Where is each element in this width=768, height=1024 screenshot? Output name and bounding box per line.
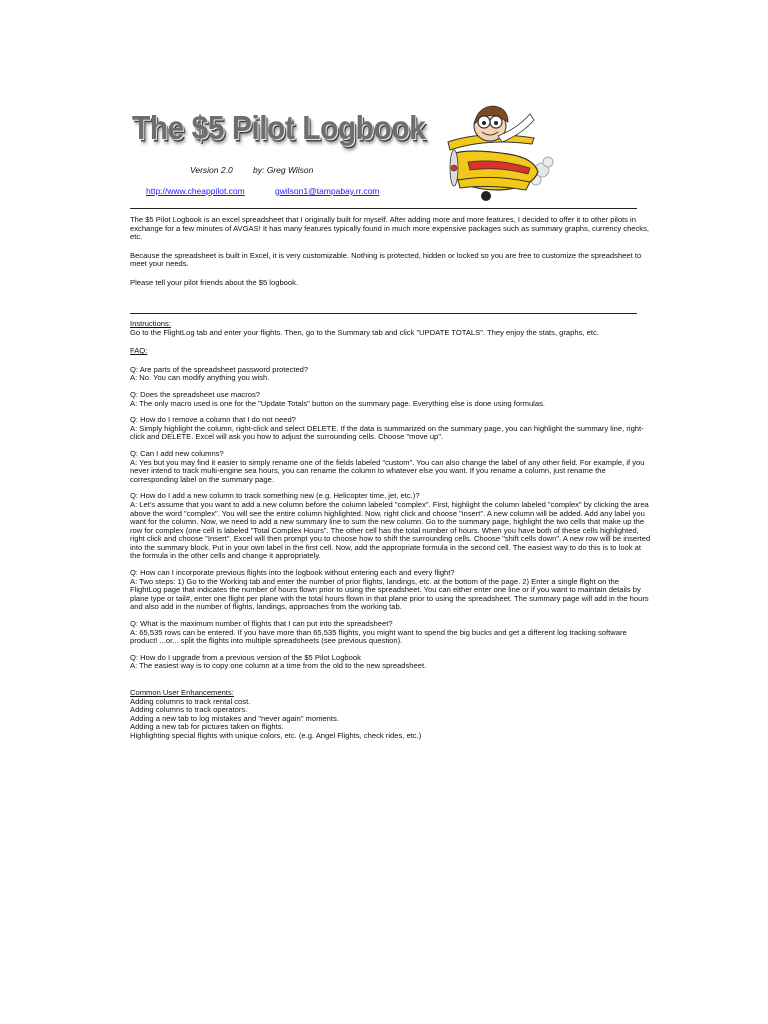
author-label: by: Greg Wilson [253,165,314,175]
faq-answer: A: No. You can modify anything you wish. [130,373,270,383]
faq-answer: A: Let's assume that you want to add a new column before the column labeled "complex". First, highlight the column labeled "complex" by clicking the area above the word "complex". You will see the entire column highlighted. Now, right click and choose "insert". A new column will be added. Add any label you want for the column. Now, we need to add a new summary line to sum the new column. Go to the summary page, highlight the two cells that make up the row for complex (one cell is labeled "Total Complex Hours". The other cell has the total number of hours. When you have both of these cells highlighted, right click and choose "Insert". Excel will then prompt you to choose how to shift the surrounding cells. Choose "shift cells down". A new row will be inserted into the summary block. Put in your own label in the first cell. Now, add the appropriate formula in the second cell. The easiest way to do this is to look at the formula in the other cells and change it appropriately. [130,499,651,561]
version-label: Version 2.0 [190,165,233,175]
enhancement-item: Adding a new tab to log mistakes and "never again" moments. [130,713,339,723]
faq-answer: A: The only macro used is one for the "Update Totals" button on the summary page. Everything else is done using formulas. [130,398,545,408]
faq-question: Q: Are parts of the spreadsheet password protected? [130,364,309,374]
enhancement-item: Adding a new tab for pictures taken on flights. [130,722,284,732]
email-link[interactable]: gwilson1@tampabay.rr.com [275,186,380,196]
faq-answer: A: The easiest way is to copy one column at a time from the old to the new spreadsheet. [130,661,427,671]
faq-question: Q: How can I incorporate previous flights into the logbook without entering each and every flight? [130,568,455,578]
intro-divider [130,313,637,314]
faq-question: Q: How do I add a new column to track something new (e.g. Helicopter time, jet, etc.)? [130,491,420,501]
intro-paragraph-3: Please tell your pilot friends about the $5 logbook. [130,277,299,287]
enhancements-heading: Common User Enhancements: [130,688,234,697]
instructions-heading: Instructions: [130,319,171,328]
faq-question: Q: How do I upgrade from a previous version of the $5 Pilot Logbook [130,652,361,662]
faq-question: Q: Does the spreadsheet use macros? [130,389,261,399]
faq-answer: A: Yes but you may find it easier to simply rename one of the fields labeled "custom". You can also change the label of any other field. For example, if you never intend to track multi-engine sea hours, you can rename the column to whatever else you want. If you rename a column, just rename the corresponding label on the summary page. [130,457,645,484]
faq-heading: FAQ: [130,346,148,356]
faq-question: Q: Can I add new columns? [130,448,224,458]
header-divider [130,208,637,209]
intro-paragraph-2: Because the spreadsheet is built in Excel, it is very customizable. Nothing is protected, hidden or locked so you are free to customize the spreadsheet to meet your needs. [130,250,642,269]
faq-answer: A: Simply highlight the column, right-click and select DELETE. If the data is summarized on the summary page, you can highlight the summary line, right-click and DELETE. Excel will ask you how to adjust the surrounding cells. Choose "move up". [130,423,644,442]
faq-answer: A: Two steps: 1) Go to the Working tab and enter the number of prior flights, landings, etc. at the bottom of the page. 2) Enter a single flight on the FlightLog page that indicates the number of hours flown prior to using the spreadsheet. You can either enter one line or if you want to maintain details by plane type or tail#, enter one flight per plane with the total hours flown in that plane prior to using the spreadsheet. The summary page will add in the hours and also add in the number of flights, landings, approaches from the working tab. [130,576,649,612]
cartoon-airplane-pilot-icon [438,92,556,204]
faq-question: Q: How do I remove a column that I do not need? [130,415,296,425]
body-section [130,320,652,741]
faq-answer: A: 65,535 rows can be entered. If you have more than 65,535 flights, you might want to spend the big bucks and get a different log tracking software product! ...or... split the flights into multiple spreadsheets (see previous question). [130,627,627,646]
enhancement-item: Adding columns to track operators. [130,705,248,715]
logo-title: The $5 Pilot Logbook [132,110,426,147]
intro-section [130,216,652,288]
enhancement-item: Adding columns to track rental cost. [130,696,251,706]
website-link[interactable]: http://www.cheappilot.com [146,186,245,196]
intro-paragraph-1: The $5 Pilot Logbook is an excel spreadsheet that I originally built for myself. After adding more and more features, I decided to offer it to other pilots in exchange for a few minutes of AVGAS! It has many features typically found in much more expensive packages such as summary graphs, currency checks, etc. [130,215,650,242]
faq-question: Q: What is the maximum number of flights that I can put into the spreadsheet? [130,619,393,629]
instructions-text: Go to the FlightLog tab and enter your flights. Then, go to the Summary tab and click "UPDATE TOTALS". They enjoy the stats, graphs, etc. [130,327,599,337]
enhancement-item: Highlighting special flights with unique colors, etc. (e.g. Angel Flights, check rides, etc.) [130,730,422,740]
